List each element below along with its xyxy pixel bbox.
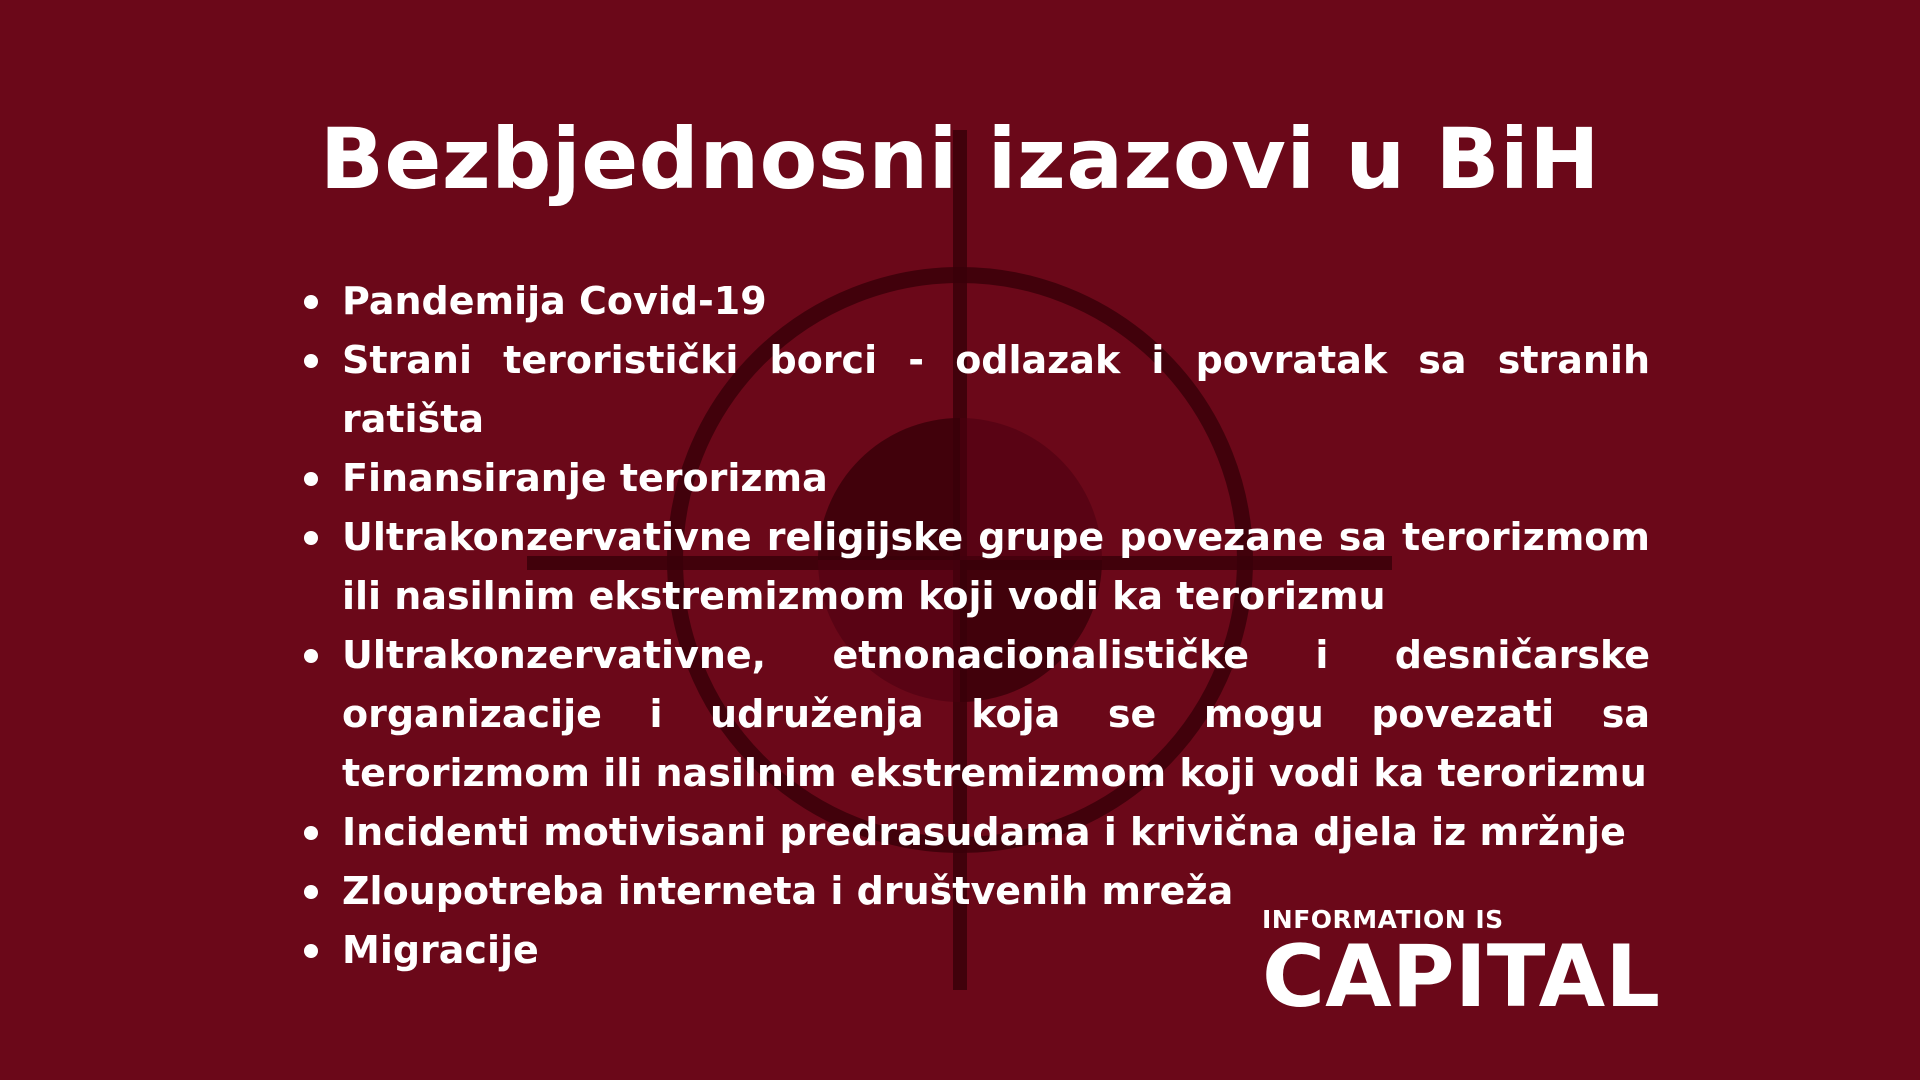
page-title: Bezbjednosni izazovi u BiH bbox=[319, 110, 1601, 208]
logo-wordmark: CAPITAL bbox=[1262, 927, 1661, 1027]
brand-logo bbox=[1262, 905, 1702, 1027]
list-item bbox=[300, 272, 1650, 331]
bullet-icon bbox=[304, 354, 318, 368]
list-item-text: Incidenti motivisani predrasudama i krivična djela iz mržnje bbox=[342, 810, 1626, 854]
list-item bbox=[300, 508, 1650, 626]
logo-tagline: INFORMATION IS bbox=[1262, 905, 1504, 934]
bullet-list bbox=[300, 272, 1650, 980]
bullet-icon bbox=[304, 649, 318, 663]
bullet-icon bbox=[304, 944, 318, 958]
list-item bbox=[300, 803, 1650, 862]
list-item-text: Finansiranje terorizma bbox=[342, 456, 828, 500]
list-item-text: Ultrakonzervativne, etnonacionalističke i desničarske organizacije i udruženja koja se mogu povezati sa terorizmom ili nasilnim ekstremizmom koji vodi ka terorizmu bbox=[342, 633, 1650, 795]
list-item-text: Ultrakonzervativne religijske grupe povezane sa terorizmom ili nasilnim ekstremizmom koji vodi ka terorizmu bbox=[342, 515, 1650, 618]
bullet-icon bbox=[304, 826, 318, 840]
bullet-icon bbox=[304, 531, 318, 545]
list-item-text: Pandemija Covid-19 bbox=[342, 279, 767, 323]
bullet-icon bbox=[304, 295, 318, 309]
list-item-text: Migracije bbox=[342, 928, 539, 972]
list-item bbox=[300, 626, 1650, 803]
bullet-icon bbox=[304, 472, 318, 486]
bullet-icon bbox=[304, 885, 318, 899]
list-item bbox=[300, 331, 1650, 449]
list-item-text: Zloupotreba interneta i društvenih mreža bbox=[342, 869, 1234, 913]
list-item bbox=[300, 449, 1650, 508]
list-item-text: Strani teroristički borci - odlazak i povratak sa stranih ratišta bbox=[342, 338, 1650, 441]
